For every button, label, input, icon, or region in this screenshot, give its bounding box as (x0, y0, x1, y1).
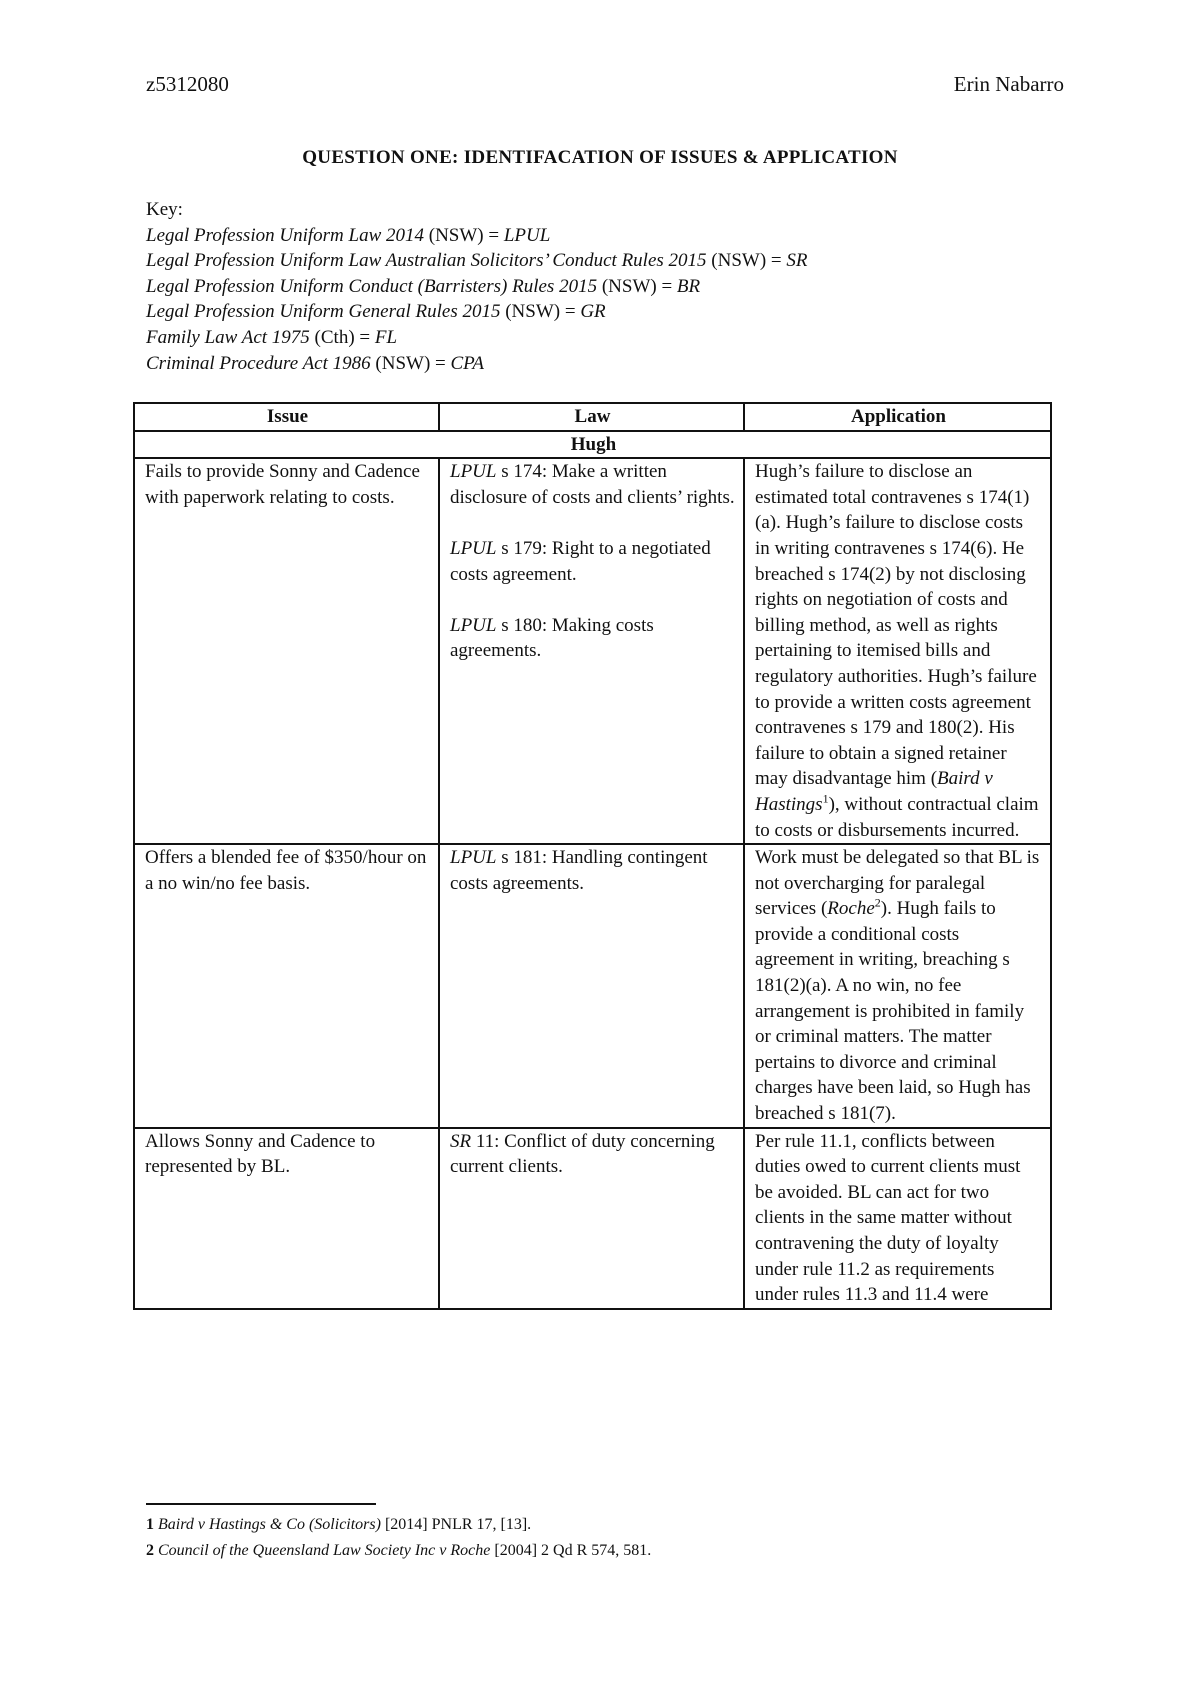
key-jurisdiction: (NSW) = (424, 224, 504, 246)
key-abbreviation: BR (676, 275, 701, 297)
law-cell (439, 458, 744, 844)
issue-text: Offers a blended fee of $350/hour on a no win/no fee basis. (145, 847, 427, 894)
footnote (146, 1538, 651, 1564)
table-header-row (134, 403, 1051, 431)
key-item (146, 325, 807, 351)
law-abbreviation: LPUL (450, 461, 497, 483)
application-text: ). Hugh fails to provide a conditional costs agreement in writing, breaching s 181(2)(a). A no win, no fee arrangement is prohibited in family or criminal matters. The matter pertains to divorce and criminal charges have been laid, so Hugh has breached s 181(7). (755, 898, 1031, 1125)
application-text: ), without contractual claim to costs or disbursements incurred. (755, 793, 1039, 841)
key-legislation: Criminal Procedure Act 1986 (146, 352, 371, 374)
key-jurisdiction: (NSW) = (706, 250, 787, 272)
law-cell (439, 844, 744, 1128)
column-header-application: Application (744, 403, 1051, 431)
key-item (146, 223, 807, 249)
application-text: Work must be delegated so that BL is not overcharging for paralegal services ( (755, 847, 1040, 920)
law-provision (450, 845, 735, 896)
footnote-separator (146, 1503, 376, 1505)
law-abbreviation: LPUL (450, 614, 497, 636)
key-legislation: Legal Profession Uniform Law 2014 (146, 224, 424, 246)
key-jurisdiction: (NSW) = (597, 275, 677, 297)
application-text: Per rule 11.1, conflicts between duties owed to current clients must be avoided. BL can act for two clients in the same matter without contravening the duty of loyalty under rule 11.2 as requirements under rules 11.3 and 11.4 were (755, 1130, 1021, 1306)
table-row (134, 1128, 1051, 1309)
issues-table (133, 402, 1052, 1310)
key-item (146, 248, 807, 274)
key-item (146, 274, 807, 300)
footnote-case: Baird v Hastings & Co (Solicitors) (158, 1516, 381, 1533)
law-provision (450, 536, 735, 587)
key-legislation: Legal Profession Uniform Law Australian Solicitors’ Conduct Rules 2015 (146, 250, 707, 272)
footnote-case: Council of the Queensland Law Society Inc v Roche (158, 1542, 491, 1559)
section-heading: Hugh (134, 431, 1051, 459)
law-provision (450, 613, 735, 664)
footnote (146, 1512, 651, 1538)
law-text: s 179: Right to a negotiated costs agreement. (450, 537, 711, 585)
key-abbreviation: CPA (450, 352, 484, 374)
key-abbreviation: LPUL (503, 224, 551, 246)
law-text: s 181: Handling contingent costs agreements. (450, 847, 708, 894)
footnote-ref[interactable]: 1 (822, 791, 829, 806)
law-abbreviation: SR (450, 1130, 472, 1152)
footnote-ref[interactable]: 2 (874, 895, 881, 910)
law-text: 11: Conflict of duty concerning current clients. (450, 1130, 715, 1178)
application-cell (744, 1128, 1051, 1309)
law-text: s 174: Make a written disclosure of costs and clients’ rights. (450, 461, 735, 508)
issue-text: Allows Sonny and Cadence to represented by BL. (145, 1130, 376, 1178)
key-jurisdiction: (NSW) = (370, 352, 451, 374)
author-name: Erin Nabarro (953, 72, 1064, 96)
key-abbreviation: SR (786, 250, 808, 272)
case-name: Baird v Hastings (755, 768, 993, 815)
law-provision (450, 1129, 735, 1180)
key-jurisdiction: (NSW) = (500, 301, 581, 323)
footnote-citation: [2004] 2 Qd R 574, 581. (490, 1542, 652, 1559)
key-legislation: Family Law Act 1975 (146, 326, 310, 348)
student-id: z5312080 (146, 72, 229, 96)
key-legislation: Legal Profession Uniform Conduct (Barristers) Rules 2015 (146, 275, 598, 297)
footnote-number: 1 (146, 1516, 154, 1533)
abbreviation-key (146, 197, 807, 376)
footnote-number: 2 (146, 1542, 154, 1559)
issue-cell (134, 1128, 439, 1309)
law-text: s 180: Making costs agreements. (450, 614, 654, 662)
key-legislation: Legal Profession Uniform General Rules 2015 (146, 301, 501, 323)
issue-text: Fails to provide Sonny and Cadence with paperwork relating to costs. (145, 461, 420, 508)
section-row (134, 431, 1051, 459)
application-cell (744, 458, 1051, 844)
page-title: QUESTION ONE: IDENTIFACATION OF ISSUES & APPLICATION (302, 147, 898, 168)
issue-cell (134, 458, 439, 844)
issue-cell (134, 844, 439, 1128)
table-row (134, 844, 1051, 1128)
law-abbreviation: LPUL (450, 847, 497, 869)
application-text: Hugh’s failure to disclose an estimated total contravenes s 174(1)(a). Hugh’s failure to disclose costs in writing contravenes s 174(6). He breached s 174(2) by not disclosing rights on negotiation of costs and billing method, as well as rights pertaining to itemised bills and regulatory authorities. Hugh’s failure to provide a written costs agreement contravenes s 179 and 180(2). His failure to obtain a signed retainer may disadvantage him ( (755, 461, 1037, 790)
key-label: Key: (146, 199, 183, 220)
table-row (134, 458, 1051, 844)
page-header (146, 72, 1064, 102)
footnote-citation: [2014] PNLR 17, [13]. (380, 1516, 532, 1533)
case-name: Roche (827, 898, 875, 920)
key-abbreviation: FL (374, 326, 398, 348)
key-item (146, 299, 807, 325)
footnotes (146, 1512, 651, 1564)
application-cell (744, 844, 1051, 1128)
column-header-law: Law (439, 403, 744, 431)
law-abbreviation: LPUL (450, 537, 497, 559)
law-cell (439, 1128, 744, 1309)
column-header-issue: Issue (134, 403, 439, 431)
law-provision (450, 459, 735, 510)
key-abbreviation: GR (580, 301, 606, 323)
key-item (146, 351, 807, 377)
key-jurisdiction: (Cth) = (309, 326, 375, 348)
